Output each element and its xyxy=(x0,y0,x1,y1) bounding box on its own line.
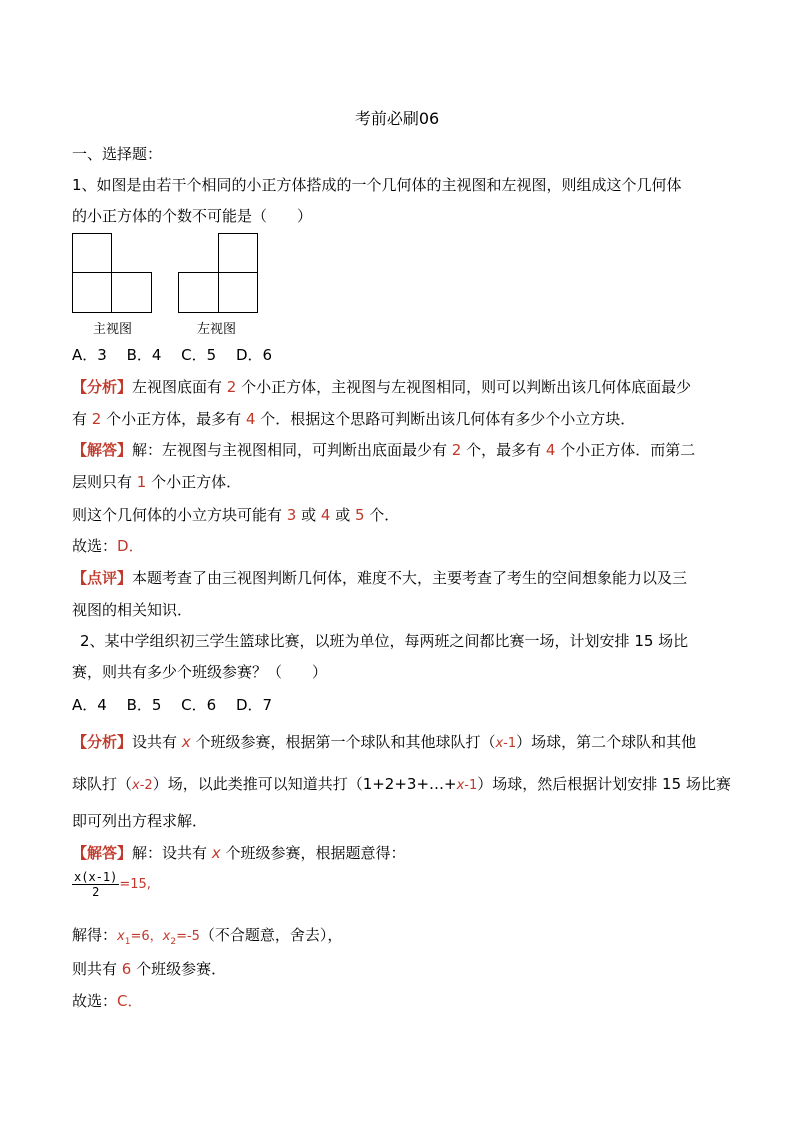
text: 个． xyxy=(364,506,400,524)
fraction xyxy=(72,870,119,899)
q1-analysis-line-1 xyxy=(72,377,691,397)
text: （不合题意，舍去）， xyxy=(199,926,343,944)
value: =6， xyxy=(130,929,163,944)
text: 个．根据这个思路可判断出该几何体有多少个小立方块． xyxy=(255,410,636,428)
q1-comment-line-1 xyxy=(72,568,687,588)
text: 个小正方体． xyxy=(146,473,242,491)
q1-comment-line-2: 视图的相关知识． xyxy=(72,601,193,619)
text: 故选： xyxy=(72,992,118,1010)
analysis-tag: 【分析】 xyxy=(72,733,133,751)
front-view-cell xyxy=(72,233,112,273)
left-view-cell xyxy=(178,272,219,313)
text: 个班级参赛，根据第一个球队和其他球队打（ xyxy=(190,733,496,751)
variable: x xyxy=(117,929,125,944)
text: 解：设共有 xyxy=(132,844,212,862)
q2-total-line xyxy=(72,959,226,979)
text: ）场球，然后根据计划安排 15 场比赛 xyxy=(477,775,731,793)
number: 4 xyxy=(545,441,556,459)
left-view-label: 左视图 xyxy=(197,322,237,337)
front-view-cell xyxy=(72,272,112,313)
text: 设共有 xyxy=(132,733,182,751)
text: ． xyxy=(128,537,144,555)
section-heading: 一、选择题： xyxy=(72,145,163,163)
number: -1 xyxy=(464,778,478,793)
front-view-cell xyxy=(111,272,152,313)
q2-analysis-line-1 xyxy=(72,732,696,754)
number: 5 xyxy=(354,506,365,524)
q2-stem-line-2: 赛，则共有多少个班级参赛？（ ） xyxy=(72,663,328,681)
number: 3 xyxy=(286,506,297,524)
text: 个班级参赛，根据题意得： xyxy=(220,844,406,862)
fraction-denominator: 2 xyxy=(92,885,100,899)
number: 1 xyxy=(136,473,147,491)
text: 个小正方体，主视图与左视图相同，则可以判断出该几何体底面最少 xyxy=(236,378,692,396)
page-title: 考前必刷06 xyxy=(354,109,440,128)
text: 有 xyxy=(72,410,92,428)
q1-options: A．3 B．4 C．5 D．6 xyxy=(72,346,273,364)
subscript: 1 xyxy=(124,937,131,947)
equation-rhs: =15, xyxy=(119,877,151,892)
equation-fraction xyxy=(72,870,151,899)
q1-stem-line-2: 的小正方体的个数不可能是（ ） xyxy=(72,207,313,225)
variable: x xyxy=(495,736,504,751)
variable: x xyxy=(456,778,465,793)
text: ． xyxy=(127,992,143,1010)
number: -2 xyxy=(139,778,153,793)
text: 个班级参赛． xyxy=(131,960,227,978)
left-view-cell xyxy=(218,233,258,273)
q2-solution-line xyxy=(72,925,342,952)
variable: x xyxy=(132,778,140,793)
subscript: 2 xyxy=(170,937,177,947)
q1-answer-line-3 xyxy=(72,505,399,525)
value: =-5 xyxy=(176,929,200,944)
text: 左视图底面有 xyxy=(132,378,227,396)
q2-analysis-line-2 xyxy=(72,774,731,796)
front-view-label: 主视图 xyxy=(93,322,133,337)
number: 2 xyxy=(226,378,237,396)
analysis-tag: 【分析】 xyxy=(72,378,133,396)
q2-choice xyxy=(72,991,143,1011)
text: 个小正方体．而第二 xyxy=(555,441,696,459)
number: 2 xyxy=(91,410,102,428)
fraction-numerator: x(x-1) xyxy=(74,870,118,884)
text: ）场，以此类推可以知道共打（1+2+3+…+ xyxy=(152,775,457,793)
number: 4 xyxy=(320,506,331,524)
text: 故选： xyxy=(72,537,118,555)
q1-answer-line-1 xyxy=(72,440,695,460)
q1-analysis-line-2 xyxy=(72,409,635,429)
left-view-cell xyxy=(218,272,258,313)
number: 6 xyxy=(121,960,132,978)
answer-tag: 【解答】 xyxy=(72,441,133,459)
text: 解得： xyxy=(72,926,118,944)
answer-tag: 【解答】 xyxy=(72,844,133,862)
text: 球队打（ xyxy=(72,775,133,793)
text: 则共有 xyxy=(72,960,122,978)
q1-stem-line-1: 1、如图是由若干个相同的小正方体搭成的一个几何体的主视图和左视图，则组成这个几何体 xyxy=(72,176,682,194)
number: 2 xyxy=(451,441,462,459)
q2-stem-line-1: 2、某中学组织初三学生篮球比赛，以班为单位，每两班之间都比赛一场，计划安排 15 场比 xyxy=(80,632,689,650)
answer-letter: D xyxy=(117,537,129,555)
variable: x xyxy=(162,929,171,944)
variable: x xyxy=(181,733,191,751)
comment-tag: 【点评】 xyxy=(72,569,133,587)
text: ）场球，第二个球队和其他 xyxy=(516,733,697,751)
q2-analysis-line-3: 即可列出方程求解． xyxy=(72,812,208,830)
q1-answer-line-2 xyxy=(72,472,241,492)
text: 解：左视图与主视图相同，可判断出底面最少有 xyxy=(132,441,452,459)
text: 则这个几何体的小立方块可能有 xyxy=(72,506,287,524)
text: 或 xyxy=(330,506,355,524)
q1-choice xyxy=(72,536,144,556)
text: 或 xyxy=(296,506,321,524)
text: 层则只有 xyxy=(72,473,137,491)
variable: x xyxy=(211,844,221,862)
q2-options: A．4 B．5 C．6 D．7 xyxy=(72,696,273,714)
number: 4 xyxy=(245,410,256,428)
number: -1 xyxy=(503,736,517,751)
text: 个，最多有 xyxy=(461,441,546,459)
q2-answer-line-1 xyxy=(72,843,405,863)
answer-letter: C xyxy=(117,992,128,1010)
text: 本题考查了由三视图判断几何体，难度不大，主要考查了考生的空间想象能力以及三 xyxy=(132,569,688,587)
text: 个小正方体，最多有 xyxy=(101,410,246,428)
